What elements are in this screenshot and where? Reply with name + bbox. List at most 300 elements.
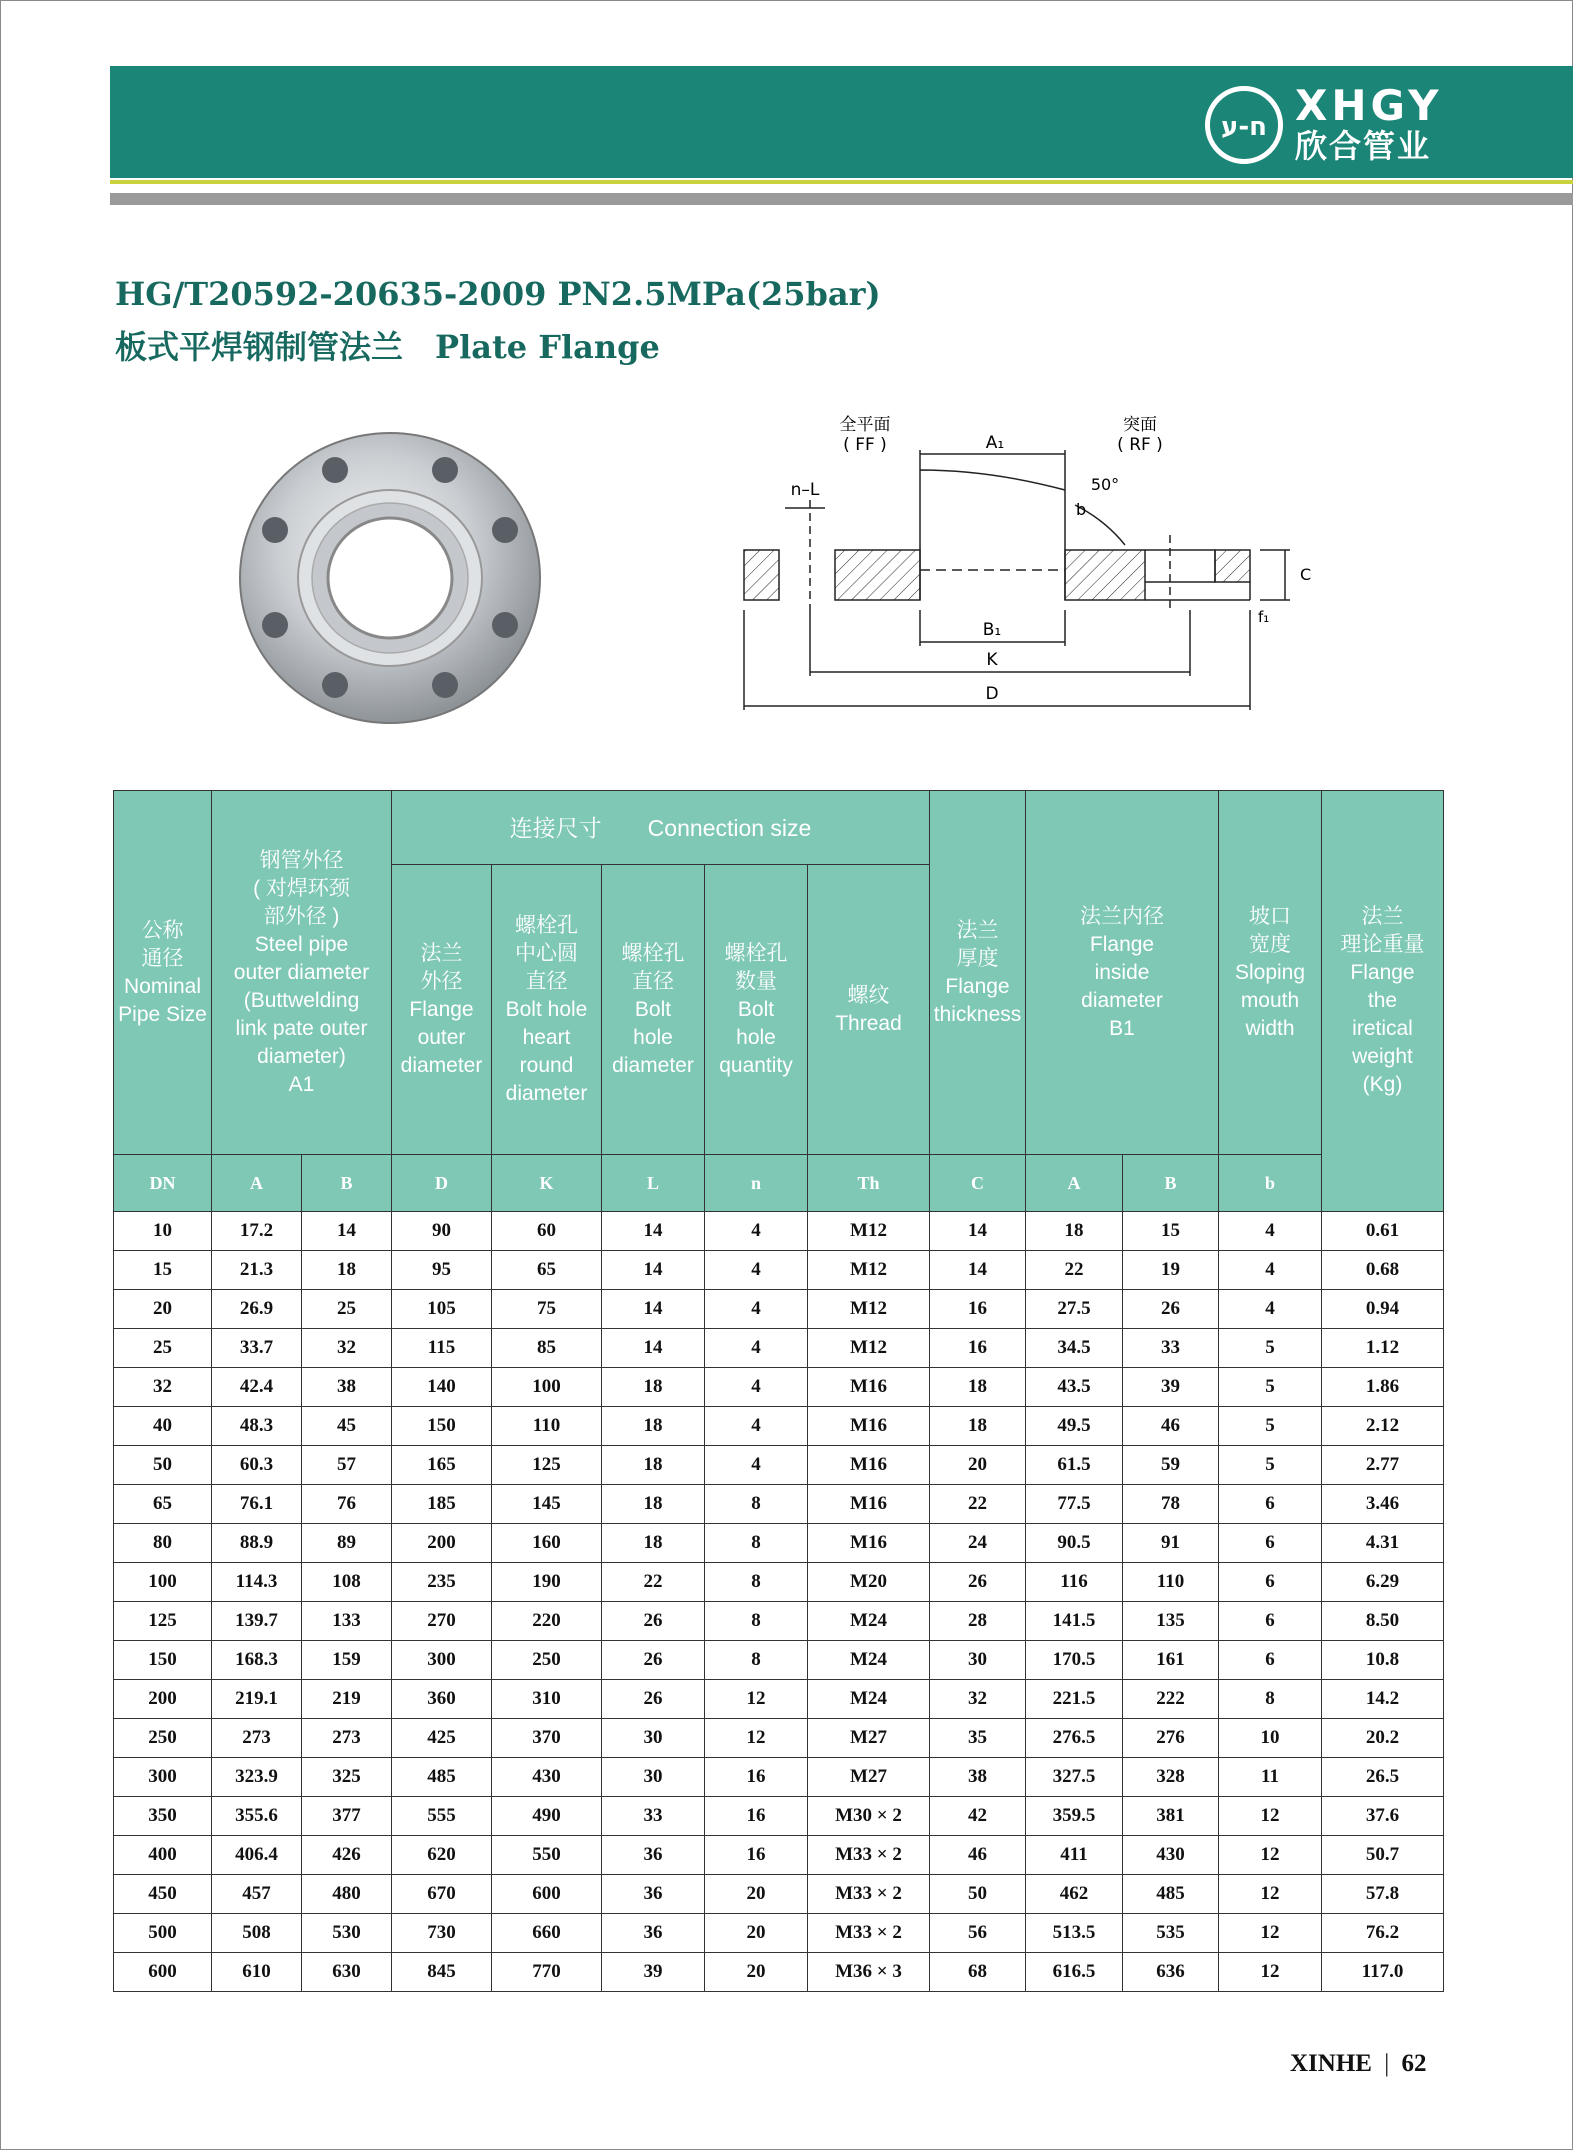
table-cell: 16 (705, 1758, 808, 1797)
table-cell: 555 (392, 1797, 492, 1836)
symbol-cell: b (1219, 1155, 1322, 1212)
svg-text:D: D (985, 684, 999, 704)
symbol-cell: B (302, 1155, 392, 1212)
table-cell: 108 (302, 1563, 392, 1602)
table-cell: 28 (930, 1602, 1026, 1641)
table-cell: 90.5 (1026, 1524, 1123, 1563)
table-cell: M33 × 2 (808, 1875, 930, 1914)
table-cell: 16 (930, 1329, 1026, 1368)
table-cell: 18 (302, 1251, 392, 1290)
table-cell: 12 (1219, 1797, 1322, 1836)
table-cell: 10.8 (1322, 1641, 1444, 1680)
table-row (114, 1953, 1444, 1992)
table-cell: 50.7 (1322, 1836, 1444, 1875)
table-cell: 0.94 (1322, 1290, 1444, 1329)
symbol-cell: D (392, 1155, 492, 1212)
table-cell: 33 (602, 1797, 705, 1836)
table-cell: 25 (114, 1329, 212, 1368)
table-cell: 219.1 (212, 1680, 302, 1719)
table-cell: 40 (114, 1407, 212, 1446)
table-cell: 46 (1123, 1407, 1219, 1446)
table-cell: 0.61 (1322, 1212, 1444, 1251)
table-cell: 8 (705, 1524, 808, 1563)
table-row (114, 1680, 1444, 1719)
table-cell: 145 (492, 1485, 602, 1524)
header-flange-inside-diameter: 法兰内径 Flange inside diameter B1 (1026, 791, 1219, 1155)
table-cell: M16 (808, 1446, 930, 1485)
table-cell: 12 (1219, 1875, 1322, 1914)
table-row (114, 1290, 1444, 1329)
table-cell: 78 (1123, 1485, 1219, 1524)
table-cell: 18 (930, 1368, 1026, 1407)
table-cell: 300 (392, 1641, 492, 1680)
table-cell: 513.5 (1026, 1914, 1123, 1953)
table-cell: 273 (302, 1719, 392, 1758)
header-weight: 法兰 理论重量 Flange the iretical weight (Kg) (1322, 791, 1444, 1212)
table-cell: 114.3 (212, 1563, 302, 1602)
table-cell: 80 (114, 1524, 212, 1563)
flange-section-diagram (730, 410, 1330, 720)
table-cell: 327.5 (1026, 1758, 1123, 1797)
table-cell: 5 (1219, 1446, 1322, 1485)
table-cell: 20 (114, 1290, 212, 1329)
table-cell: 133 (302, 1602, 392, 1641)
table-cell: 730 (392, 1914, 492, 1953)
table-cell: 50 (114, 1446, 212, 1485)
table-cell: 270 (392, 1602, 492, 1641)
table-cell: 310 (492, 1680, 602, 1719)
table-cell: 125 (114, 1602, 212, 1641)
svg-text:50°: 50° (1090, 475, 1120, 494)
table-cell: 485 (1123, 1875, 1219, 1914)
table-cell: 12 (1219, 1914, 1322, 1953)
table-cell: 4 (705, 1212, 808, 1251)
table-cell: 57.8 (1322, 1875, 1444, 1914)
table-cell: M20 (808, 1563, 930, 1602)
table-cell: 770 (492, 1953, 602, 1992)
flange-photo (235, 420, 545, 730)
table-cell: 43.5 (1026, 1368, 1123, 1407)
table-cell: 14 (302, 1212, 392, 1251)
table-cell: 5 (1219, 1407, 1322, 1446)
table-row (114, 1914, 1444, 1953)
table-cell: 90 (392, 1212, 492, 1251)
table-cell: 4 (705, 1251, 808, 1290)
table-cell: 670 (392, 1875, 492, 1914)
table-cell: 30 (602, 1758, 705, 1797)
table-cell: 76.2 (1322, 1914, 1444, 1953)
symbol-cell: K (492, 1155, 602, 1212)
table-row (114, 1602, 1444, 1641)
table-cell: M16 (808, 1407, 930, 1446)
svg-text:f₁: f₁ (1258, 608, 1270, 626)
table-cell: 19 (1123, 1251, 1219, 1290)
table-cell: 14 (930, 1251, 1026, 1290)
page-footer: XINHE | 62 (1290, 2050, 1427, 2077)
brand-name-cn: 欣合管业 (1295, 127, 1432, 165)
table-cell: 450 (114, 1875, 212, 1914)
svg-text:C: C (1300, 565, 1312, 584)
table-cell: M24 (808, 1680, 930, 1719)
table-cell: 5 (1219, 1329, 1322, 1368)
header-bolt-circle: 螺栓孔 中心圆 直径 Bolt hole heart round diameter (492, 865, 602, 1155)
table-cell: 26 (602, 1602, 705, 1641)
table-row (114, 1251, 1444, 1290)
table-row (114, 1836, 1444, 1875)
table-cell: 457 (212, 1875, 302, 1914)
table-cell: 88.9 (212, 1524, 302, 1563)
table-cell: 845 (392, 1953, 492, 1992)
table-cell: M16 (808, 1524, 930, 1563)
table-cell: 135 (1123, 1602, 1219, 1641)
table-row (114, 1485, 1444, 1524)
header-dn: 公称 通径 Nominal Pipe Size (114, 791, 212, 1155)
table-cell: 3.46 (1322, 1485, 1444, 1524)
table-cell: 4 (1219, 1290, 1322, 1329)
table-cell: 60 (492, 1212, 602, 1251)
table-cell: 36 (602, 1836, 705, 1875)
header-flange-thickness: 法兰 厚度 Flange thickness (930, 791, 1026, 1155)
table-cell: 355.6 (212, 1797, 302, 1836)
table-cell: 36 (602, 1914, 705, 1953)
table-cell: 10 (114, 1212, 212, 1251)
table-row (114, 1524, 1444, 1563)
table-cell: 14.2 (1322, 1680, 1444, 1719)
table-cell: 6 (1219, 1563, 1322, 1602)
table-row (114, 1446, 1444, 1485)
table-row (114, 1641, 1444, 1680)
table-cell: 38 (930, 1758, 1026, 1797)
symbol-cell: A (1026, 1155, 1123, 1212)
table-cell: 100 (114, 1563, 212, 1602)
table-cell: 485 (392, 1758, 492, 1797)
table-cell: 636 (1123, 1953, 1219, 1992)
table-cell: 26 (930, 1563, 1026, 1602)
header-thread: 螺纹 Thread (808, 865, 930, 1155)
table-cell: 165 (392, 1446, 492, 1485)
svg-text:( RF ): ( RF ) (1117, 435, 1163, 455)
table-cell: 110 (492, 1407, 602, 1446)
table-cell: 26 (602, 1641, 705, 1680)
table-row (114, 1407, 1444, 1446)
table-cell: 8 (705, 1485, 808, 1524)
table-cell: 220 (492, 1602, 602, 1641)
table-cell: 490 (492, 1797, 602, 1836)
svg-text:ח-ע: ח-ע (1221, 112, 1267, 142)
symbol-cell: A (212, 1155, 302, 1212)
footer-brand: XINHE (1290, 2050, 1372, 2077)
table-cell: 11 (1219, 1758, 1322, 1797)
table-cell: 370 (492, 1719, 602, 1758)
header-steel-pipe-od: 钢管外径 ( 对焊环颈 部外径 ) Steel pipe outer diameter (Buttwelding link pate outer diameter) A1 (212, 791, 392, 1155)
table-cell: 160 (492, 1524, 602, 1563)
table-cell: 22 (1026, 1251, 1123, 1290)
table-cell: 1.12 (1322, 1329, 1444, 1368)
table-cell: 377 (302, 1797, 392, 1836)
table-cell: 26.5 (1322, 1758, 1444, 1797)
table-cell: 34.5 (1026, 1329, 1123, 1368)
table-cell: 30 (930, 1641, 1026, 1680)
table-cell: 76.1 (212, 1485, 302, 1524)
table-cell: 32 (302, 1329, 392, 1368)
table-row (114, 1719, 1444, 1758)
table-cell: 12 (1219, 1953, 1322, 1992)
table-cell: 18 (602, 1407, 705, 1446)
table-cell: 2.77 (1322, 1446, 1444, 1485)
table-cell: M33 × 2 (808, 1836, 930, 1875)
table-cell: M12 (808, 1212, 930, 1251)
table-cell: 630 (302, 1953, 392, 1992)
header-bolt-hole-dia: 螺栓孔 直径 Bolt hole diameter (602, 865, 705, 1155)
table-cell: 32 (114, 1368, 212, 1407)
table-cell: 25 (302, 1290, 392, 1329)
table-cell: 508 (212, 1914, 302, 1953)
header-stripe-grey (110, 193, 1573, 205)
table-cell: 12 (1219, 1836, 1322, 1875)
table-cell: 430 (492, 1758, 602, 1797)
table-cell: 426 (302, 1836, 392, 1875)
table-cell: 89 (302, 1524, 392, 1563)
table-cell: 42.4 (212, 1368, 302, 1407)
table-cell: 60.3 (212, 1446, 302, 1485)
table-cell: 105 (392, 1290, 492, 1329)
table-cell: 116 (1026, 1563, 1123, 1602)
table-cell: 20 (705, 1875, 808, 1914)
table-cell: M12 (808, 1290, 930, 1329)
table-cell: M30 × 2 (808, 1797, 930, 1836)
table-cell: 6.29 (1322, 1563, 1444, 1602)
table-cell: 22 (602, 1563, 705, 1602)
table-row (114, 1329, 1444, 1368)
table-cell: 33.7 (212, 1329, 302, 1368)
table-cell: 14 (930, 1212, 1026, 1251)
table-cell: 18 (602, 1485, 705, 1524)
table-cell: 68 (930, 1953, 1026, 1992)
brand-logo (1205, 80, 1445, 164)
table-cell: 8 (1219, 1680, 1322, 1719)
table-cell: 24 (930, 1524, 1026, 1563)
table-cell: 159 (302, 1641, 392, 1680)
table-cell: 16 (705, 1797, 808, 1836)
table-cell: 222 (1123, 1680, 1219, 1719)
table-cell: 56 (930, 1914, 1026, 1953)
page-number: 62 (1401, 2050, 1427, 2077)
table-cell: 33 (1123, 1329, 1219, 1368)
table-cell: 16 (930, 1290, 1026, 1329)
page-title: HG/T20592-20635-2009 PN2.5MPa(25bar) (115, 275, 881, 313)
table-cell: 0.68 (1322, 1251, 1444, 1290)
table-row (114, 1563, 1444, 1602)
table-cell: 190 (492, 1563, 602, 1602)
table-cell: 77.5 (1026, 1485, 1123, 1524)
table-cell: 273 (212, 1719, 302, 1758)
table-cell: 530 (302, 1914, 392, 1953)
table-cell: 406.4 (212, 1836, 302, 1875)
table-cell: 18 (1026, 1212, 1123, 1251)
table-cell: 411 (1026, 1836, 1123, 1875)
table-cell: 37.6 (1322, 1797, 1444, 1836)
symbol-cell: n (705, 1155, 808, 1212)
table-cell: M16 (808, 1485, 930, 1524)
table-cell: 150 (392, 1407, 492, 1446)
table-cell: 430 (1123, 1836, 1219, 1875)
svg-text:n–L: n–L (790, 480, 820, 500)
table-cell: M27 (808, 1758, 930, 1797)
table-cell: 276 (1123, 1719, 1219, 1758)
table-cell: 16 (705, 1836, 808, 1875)
table-cell: 59 (1123, 1446, 1219, 1485)
table-cell: 20.2 (1322, 1719, 1444, 1758)
table-cell: 325 (302, 1758, 392, 1797)
table-cell: M16 (808, 1368, 930, 1407)
table-cell: 35 (930, 1719, 1026, 1758)
svg-text:( FF ): ( FF ) (843, 435, 887, 455)
table-cell: 42 (930, 1797, 1026, 1836)
table-cell: 27.5 (1026, 1290, 1123, 1329)
table-cell: 14 (602, 1212, 705, 1251)
svg-text:全平面: 全平面 (839, 415, 891, 435)
table-cell: 400 (114, 1836, 212, 1875)
table-cell: 185 (392, 1485, 492, 1524)
table-cell: 462 (1026, 1875, 1123, 1914)
table-cell: 36 (602, 1875, 705, 1914)
table-cell: 57 (302, 1446, 392, 1485)
table-cell: 359.5 (1026, 1797, 1123, 1836)
svg-text:B₁: B₁ (982, 620, 1002, 640)
table-cell: 75 (492, 1290, 602, 1329)
table-cell: 2.12 (1322, 1407, 1444, 1446)
table-cell: 4 (1219, 1212, 1322, 1251)
table-cell: 170.5 (1026, 1641, 1123, 1680)
table-cell: 1.86 (1322, 1368, 1444, 1407)
table-cell: 4 (705, 1446, 808, 1485)
table-cell: 26.9 (212, 1290, 302, 1329)
svg-text:K: K (986, 650, 998, 670)
table-cell: 12 (705, 1680, 808, 1719)
table-cell: 480 (302, 1875, 392, 1914)
table-cell: 600 (114, 1953, 212, 1992)
table-cell: 85 (492, 1329, 602, 1368)
table-cell: 61.5 (1026, 1446, 1123, 1485)
table-cell: 200 (114, 1680, 212, 1719)
table-cell: 4 (1219, 1251, 1322, 1290)
table-cell: 48.3 (212, 1407, 302, 1446)
flange-spec-table (113, 790, 1444, 1992)
table-row (114, 1797, 1444, 1836)
table-cell: 350 (114, 1797, 212, 1836)
table-cell: 8 (705, 1563, 808, 1602)
logo-emblem-icon (1205, 86, 1283, 164)
table-cell: 50 (930, 1875, 1026, 1914)
table-cell: 14 (602, 1251, 705, 1290)
symbol-cell: B (1123, 1155, 1219, 1212)
table-cell: 22 (930, 1485, 1026, 1524)
table-cell: 323.9 (212, 1758, 302, 1797)
table-cell: M24 (808, 1602, 930, 1641)
table-cell: 110 (1123, 1563, 1219, 1602)
table-cell: 8 (705, 1602, 808, 1641)
table-cell: 168.3 (212, 1641, 302, 1680)
table-cell: 425 (392, 1719, 492, 1758)
table-cell: 20 (705, 1914, 808, 1953)
table-cell: 381 (1123, 1797, 1219, 1836)
table-row (114, 1368, 1444, 1407)
table-cell: 38 (302, 1368, 392, 1407)
table-cell: 328 (1123, 1758, 1219, 1797)
symbol-cell: L (602, 1155, 705, 1212)
table-cell: 219 (302, 1680, 392, 1719)
table-cell: 18 (602, 1524, 705, 1563)
table-cell: 12 (705, 1719, 808, 1758)
table-cell: 39 (602, 1953, 705, 1992)
table-cell: 535 (1123, 1914, 1219, 1953)
table-cell: 100 (492, 1368, 602, 1407)
table-cell: 49.5 (1026, 1407, 1123, 1446)
table-cell: 32 (930, 1680, 1026, 1719)
table-cell: 616.5 (1026, 1953, 1123, 1992)
table-cell: 21.3 (212, 1251, 302, 1290)
svg-text:突面: 突面 (1123, 415, 1157, 435)
svg-text:b: b (1076, 500, 1087, 519)
table-cell: 141.5 (1026, 1602, 1123, 1641)
table-cell: 30 (602, 1719, 705, 1758)
table-cell: 46 (930, 1836, 1026, 1875)
table-cell: 250 (114, 1719, 212, 1758)
table-cell: 18 (930, 1407, 1026, 1446)
table-cell: 600 (492, 1875, 602, 1914)
table-cell: 610 (212, 1953, 302, 1992)
table-cell: 10 (1219, 1719, 1322, 1758)
table-cell: 17.2 (212, 1212, 302, 1251)
table-cell: 550 (492, 1836, 602, 1875)
table-cell: M12 (808, 1329, 930, 1368)
table-cell: 360 (392, 1680, 492, 1719)
table-cell: 8.50 (1322, 1602, 1444, 1641)
header-connection-size: 连接尺寸 Connection size (392, 791, 930, 865)
table-cell: 4.31 (1322, 1524, 1444, 1563)
table-cell: 6 (1219, 1524, 1322, 1563)
brand-name: XHGY (1295, 81, 1443, 130)
table-cell: 221.5 (1026, 1680, 1123, 1719)
table-cell: 15 (114, 1251, 212, 1290)
table-cell: M12 (808, 1251, 930, 1290)
table-cell: 250 (492, 1641, 602, 1680)
table-cell: 8 (705, 1641, 808, 1680)
table-row (114, 1212, 1444, 1251)
table-cell: 20 (705, 1953, 808, 1992)
table-cell: 276.5 (1026, 1719, 1123, 1758)
table-cell: 5 (1219, 1368, 1322, 1407)
table-cell: 4 (705, 1290, 808, 1329)
table-cell: 140 (392, 1368, 492, 1407)
symbol-cell: Th (808, 1155, 930, 1212)
table-cell: 26 (602, 1680, 705, 1719)
table-cell: 76 (302, 1485, 392, 1524)
symbol-cell: C (930, 1155, 1026, 1212)
header-stripe (110, 180, 1573, 184)
table-cell: 14 (602, 1329, 705, 1368)
table-cell: 45 (302, 1407, 392, 1446)
table-cell: 65 (114, 1485, 212, 1524)
symbol-cell: DN (114, 1155, 212, 1212)
header-sloping-width: 坡口 宽度 Sloping mouth width (1219, 791, 1322, 1155)
table-cell: M24 (808, 1641, 930, 1680)
table-row (114, 1758, 1444, 1797)
table-cell: 6 (1219, 1485, 1322, 1524)
table-cell: 18 (602, 1368, 705, 1407)
table-cell: 660 (492, 1914, 602, 1953)
table-cell: 20 (930, 1446, 1026, 1485)
